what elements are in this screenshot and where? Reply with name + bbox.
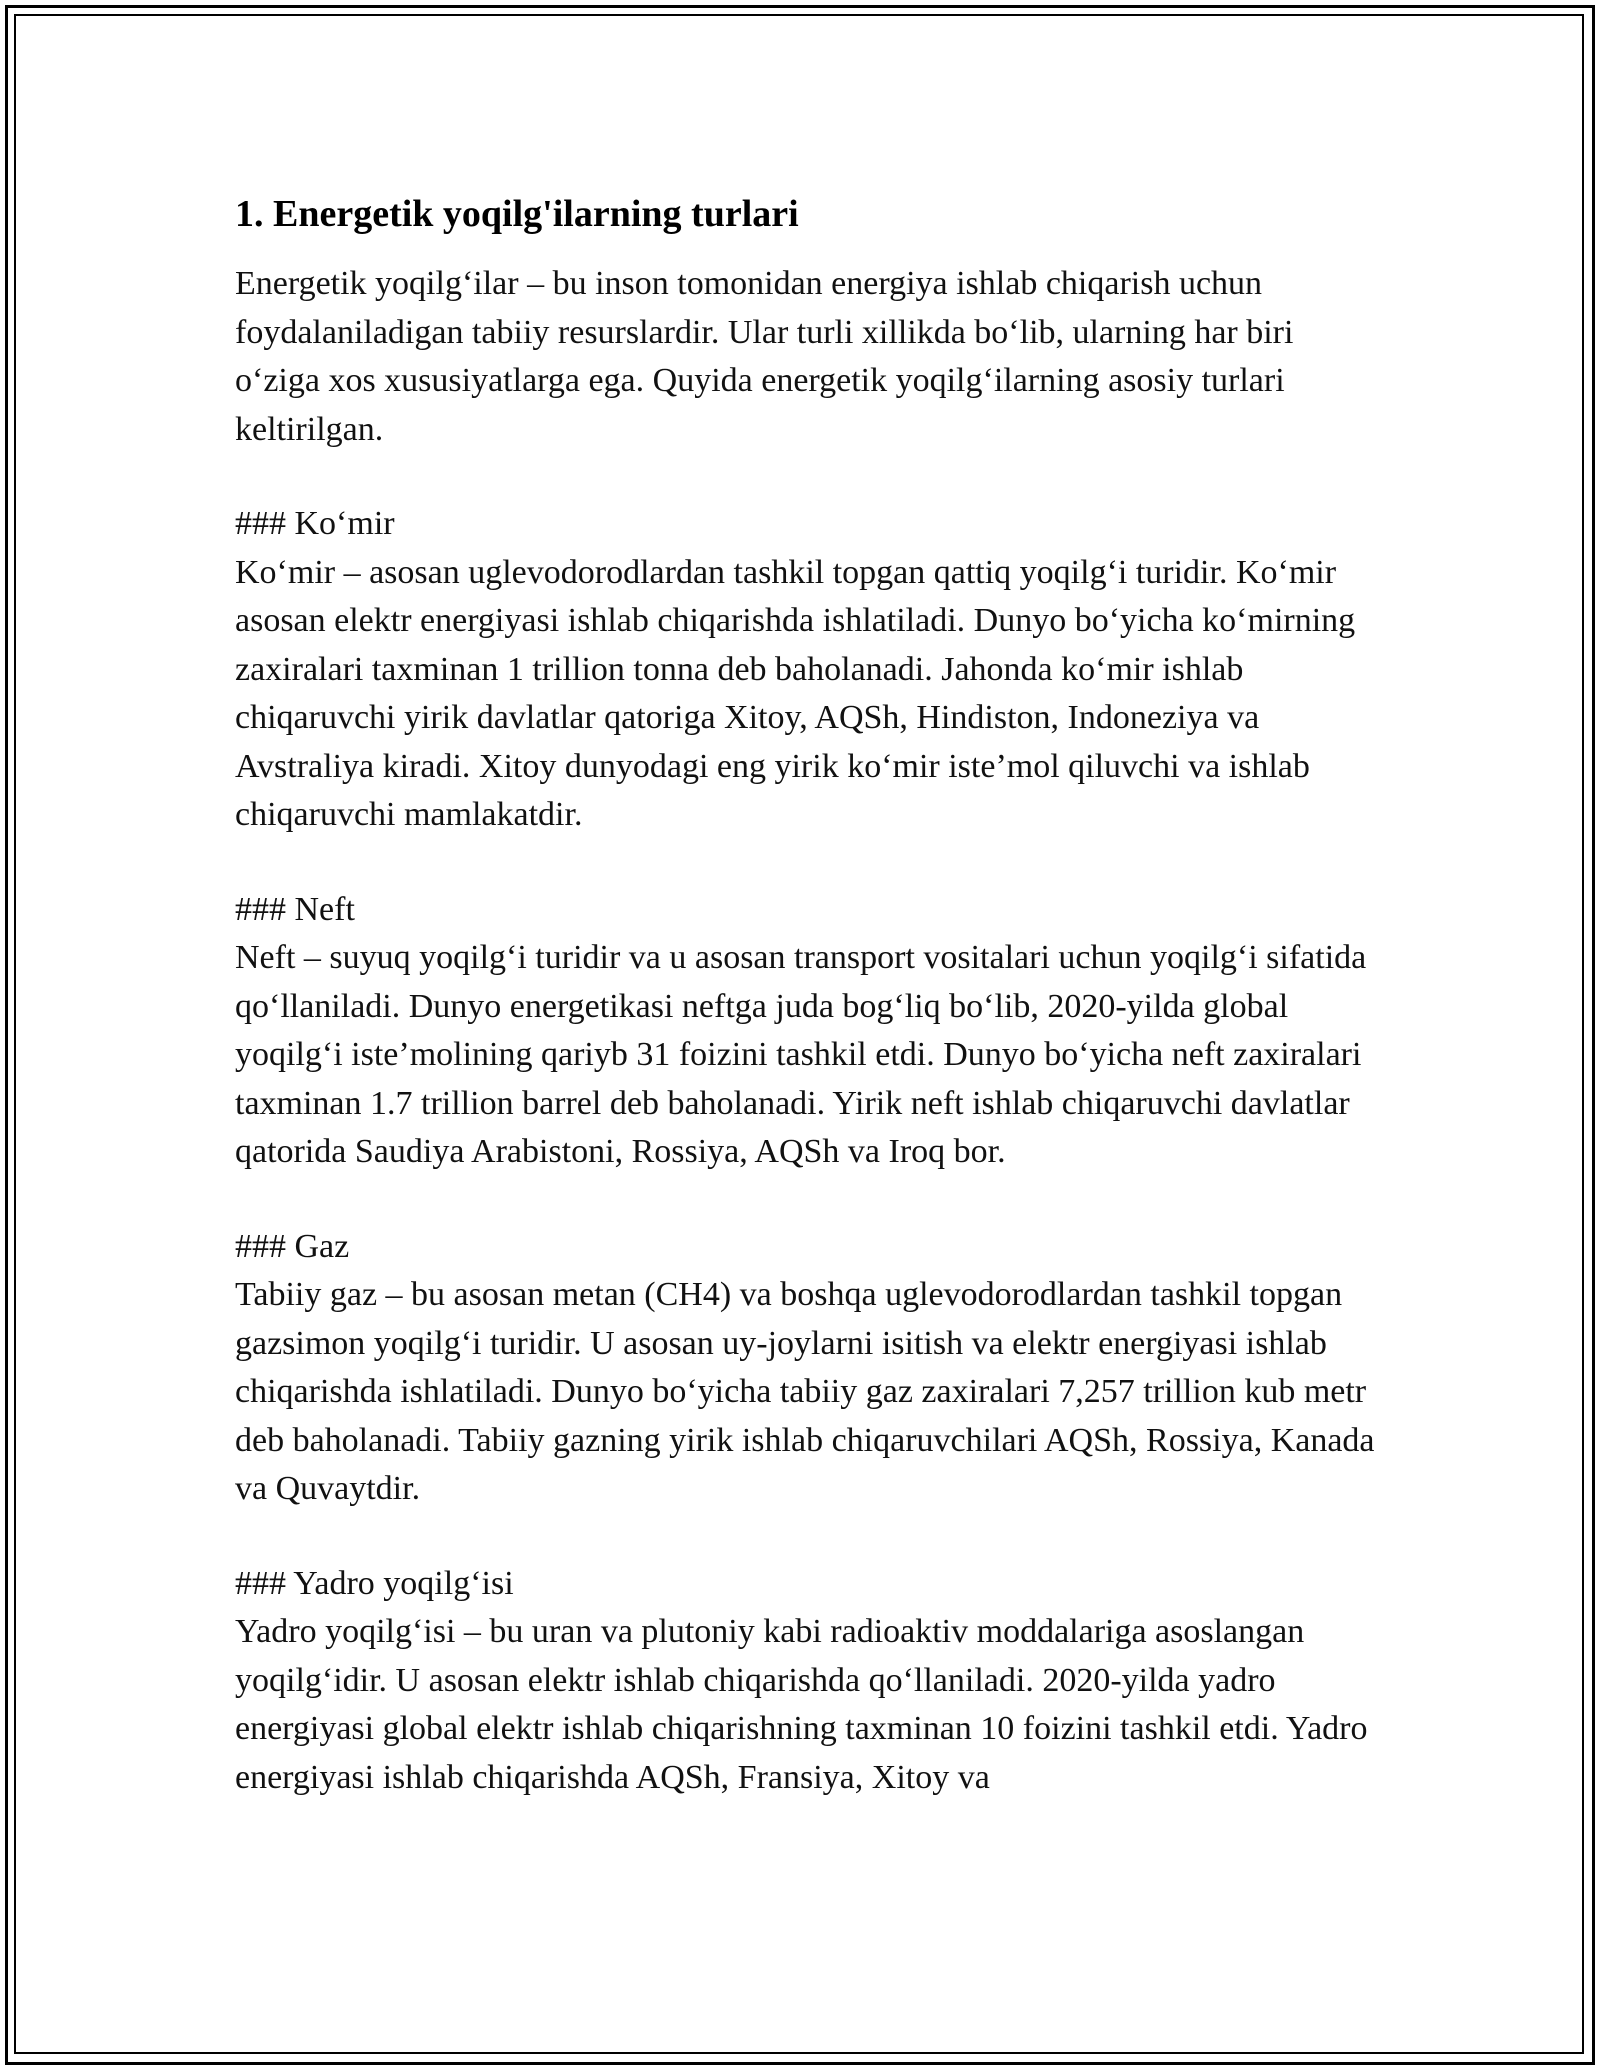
section-body: Neft – suyuq yoqilg‘i turidir va u asosan transport vositalari uchun yoqilg‘i sifatida qo‘llaniladi. Dunyo energetikasi neftga juda bog‘liq bo‘lib, 2020-yilda global yoqilg‘i iste’molining qariyb 31 foizini tashkil etdi. Dunyo bo‘yicha neft zaxiralari taxminan 1.7 trillion barrel deb baholanadi. Yirik neft ishlab chiqaruvchi davlatlar qatorida Saudiya Arabistoni, Rossiya, AQSh va Iroq bor.	[235, 939, 1367, 1170]
section-gaz	[235, 1223, 1375, 1514]
section-body: Yadro yoqilg‘isi – bu uran va plutoniy kabi radioaktiv moddalariga asoslangan yoqilg‘idir. U asosan elektr ishlab chiqarishda qo‘llaniladi. 2020-yilda yadro energiyasi global elektr ishlab chiqarishning taxminan 10 foizini tashkil etdi. Yadro energiyasi ishlab chiqarishda AQSh, Fransiya, Xitoy va	[235, 1613, 1368, 1796]
section-body: Tabiiy gaz – bu asosan metan (CH4) va boshqa uglevodorodlardan tashkil topgan gazsimon yoqilg‘i turidir. U asosan uy-joylarni isitish va elektr energiyasi ishlab chiqarishda ishlatiladi. Dunyo bo‘yicha tabiiy gaz zaxiralari 7,257 trillion kub metr deb baholanadi. Tabiiy gazning yirik ishlab chiqaruvchilari AQSh, Rossiya, Kanada va Quvaytdir.	[235, 1276, 1375, 1507]
section-heading: ### Ko‘mir	[235, 505, 395, 542]
section-heading: ### Gaz	[235, 1227, 350, 1265]
section-heading: ### Yadro yoqilg‘isi	[235, 1564, 514, 1602]
intro-paragraph: Energetik yoqilg‘ilar – bu inson tomonidan energiya ishlab chiqarish uchun foydalaniladigan tabiiy resurslardir. Ular turli xillikda bo‘lib, ularning har biri o‘ziga xos xususiyatlarga ega. Quyida energetik yoqilg‘ilarning asosiy turlari keltirilgan.	[235, 265, 1294, 448]
section-heading: ### Neft	[235, 890, 355, 928]
section-body: Ko‘mir – asosan uglevodorodlardan tashkil topgan qattiq yoqilg‘i turidir. Ko‘mir asosan elektr energiyasi ishlab chiqarishda ishlatiladi. Dunyo bo‘yicha ko‘mirning zaxiralari taxminan 1 trillion tonna deb baholanadi. Jahonda ko‘mir ishlab chiqaruvchi yirik davlatlar qatoriga Xitoy, AQSh, Hindiston, Indoneziya va Avstraliya kiradi. Xitoy dunyodagi eng yirik ko‘mir iste’mol qiluvchi va ishlab chiqaruvchi mamlakatdir.	[235, 553, 1356, 833]
document-title: 1. Energetik yoqilg'ilarning turlari	[235, 193, 799, 235]
section-komir	[235, 500, 1375, 840]
section-yadro	[235, 1560, 1375, 1803]
document-body	[235, 186, 1375, 1802]
section-neft	[235, 886, 1375, 1177]
